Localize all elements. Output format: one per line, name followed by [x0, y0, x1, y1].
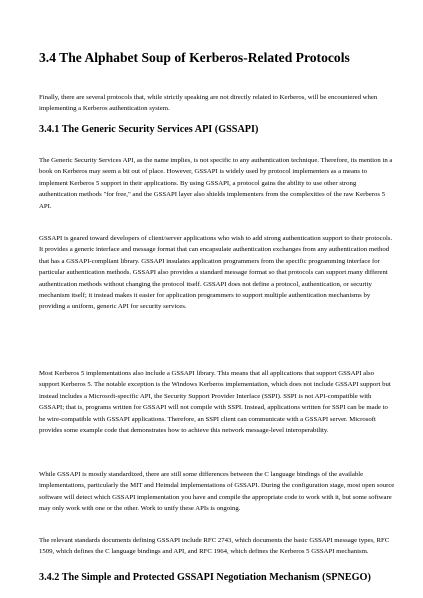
- paragraph-gssapi-standards: The relevant standards documents defining GSSAPI include RFC 2743, which documents the basic GSSAPI message types, RFC 1509, which defines the C language bindings and API, and RFC 1964, which defines the Kerberos 5 GSSAPI mechanism.: [39, 537, 390, 556]
- paragraph-gssapi-overview: The Generic Security Services API, as the name implies, is not specific to any authentication technique. Therefore, its mention in a book on Kerberos may seem a bit out of place. However, GSSAPI is widely used by protocol implementers as a means to implement Kerberos 5 support in their applications. By using GSSAPI, a protocol gains the ability to use other strong authentication methods "for free," and the GSSAPI layer also shields implementers from the complexities of the raw Kerberos 5 API.: [39, 157, 393, 210]
- paragraph-gssapi-differences: While GSSAPI is mostly standardized, there are still some differences between the C language bindings of the available implementations, particularly the MIT and Heimdal implementations of GSSAPI. During the configuration stage, most open source software will detect which GSSAPI implementation you have and compile the appropriate code to work with it, but some software may only work with one or the other. Work to unify these APIs is ongoing.: [39, 471, 395, 513]
- intro-paragraph: Finally, there are several protocols that, while strictly speaking are not directly related to Kerberos, will be encountered when implementing a Kerberos authentication system.: [39, 94, 378, 113]
- paragraph-gssapi-implementations: Most Kerberos 5 implementations also include a GSSAPI library. This means that all applications that support GSSAPI also support Kerberos 5. The notable exception is the Windows Kerberos implementation, which does not include GSSAPI support but instead includes a Microsoft-specific API, the Security Support Provider Interface (SSPI). SSPI is not API-compatible with GSSAPI; that is, programs written for GSSAPI will not compile with SSPI. Instead, applications written for SSPI can be made to be wire-compatible with GSSAPI applications. Therefore, an SSPI client can communicate with a GSSAPI server. Microsoft provides some example code that demonstrates how to achieve this network message-level interoperability.: [39, 370, 391, 435]
- subsection-heading-gssapi: 3.4.1 The Generic Security Services API (GSSAPI): [39, 124, 259, 135]
- section-title: 3.4 The Alphabet Soup of Kerberos-Related Protocols: [39, 50, 350, 65]
- paragraph-gssapi-purpose: GSSAPI is geared toward developers of client/server applications who wish to add strong authentication support to their protocols. It provides a generic interface and message format that can encapsulate authentication exchanges from any authentication method that has a GSSAPI-compliant library. GSSAPI insulates application programmers from the specific programming interface for particular authentication methods. GSSAPI also provides a standard message format so that protocols can support many different authentication methods without changing the protocol itself. GSSAPI does not define a protocol, authentication, or security mechanism itself; it instead makes it easier for application programmers to support multiple authentication mechanisms by providing a uniform, generic API for security services.: [39, 235, 393, 311]
- subsection-heading-spnego: 3.4.2 The Simple and Protected GSSAPI Negotiation Mechanism (SPNEGO): [39, 572, 371, 583]
